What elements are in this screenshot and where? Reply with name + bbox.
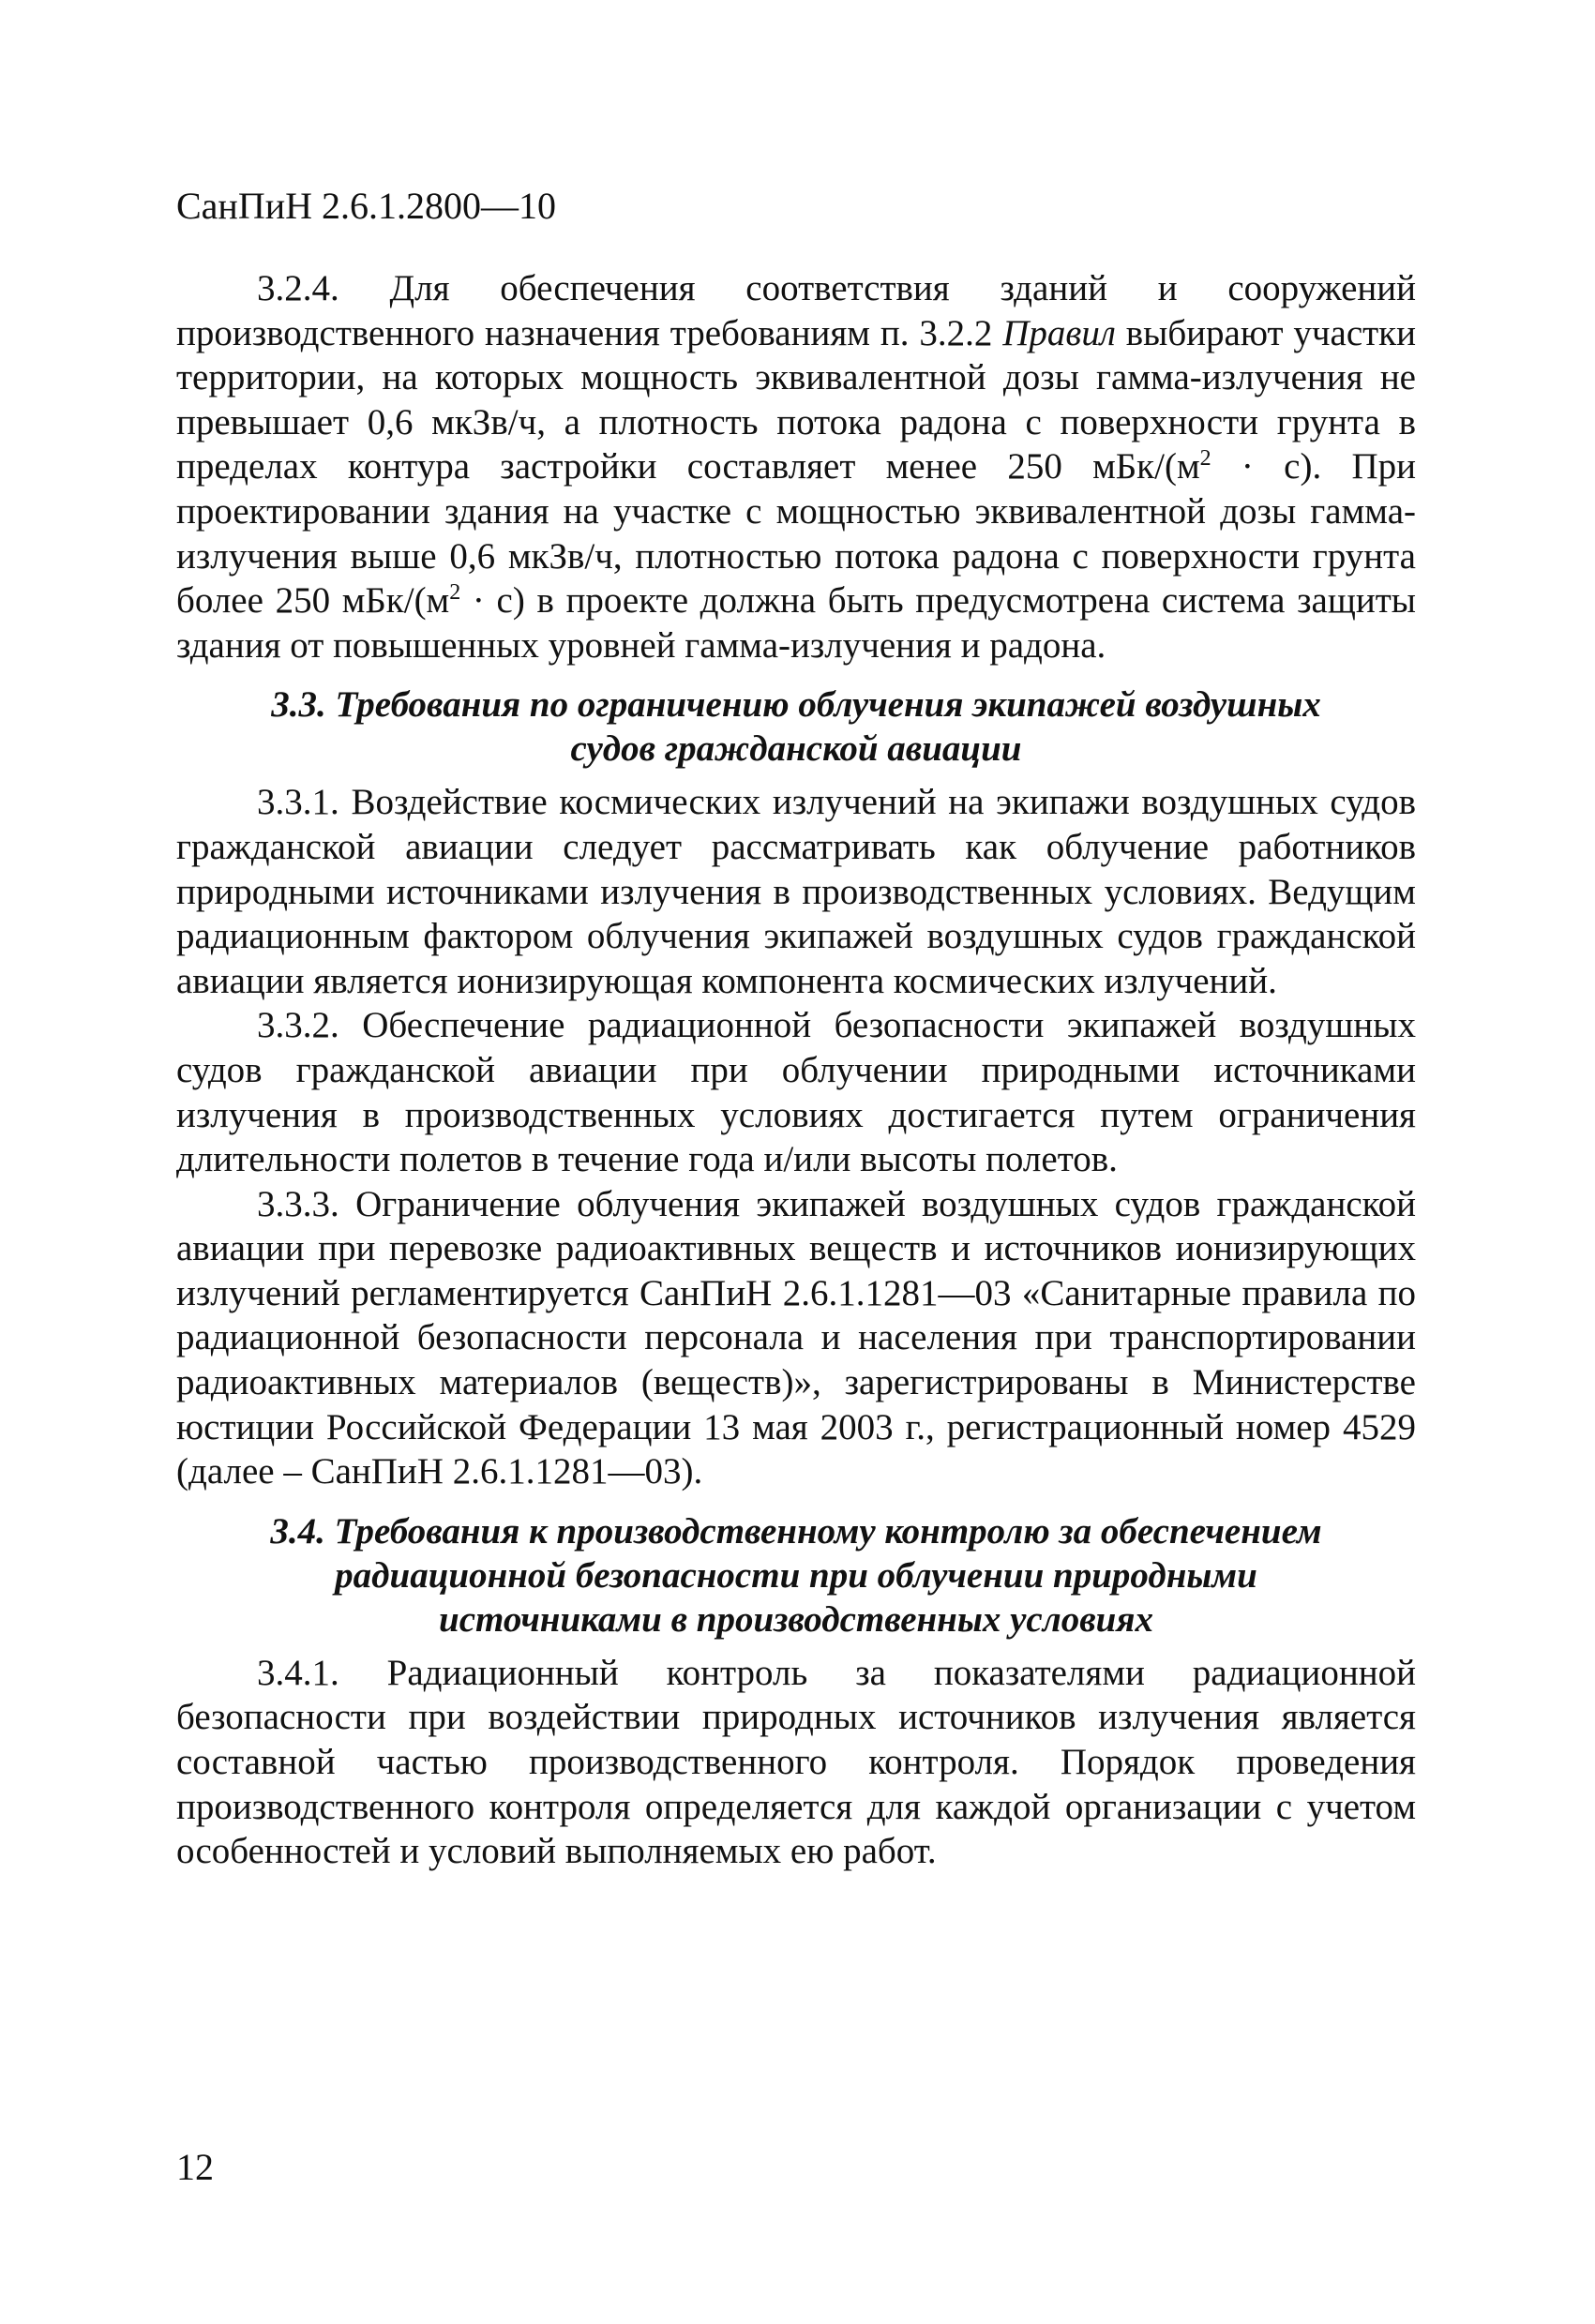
section-heading-3-4-line-3: источниками в производственных условиях <box>439 1598 1153 1640</box>
paragraph-3-2-4 <box>176 266 1416 667</box>
superscript-squared: 2 <box>1199 446 1211 472</box>
paragraph-3-2-4-text-g: · с) в проекте должна быть предусмотрена система защиты здания от повышенных уровней гамма-излучения и радона. <box>176 580 1416 666</box>
section-heading-3-4-line-1: 3.4. Требования к производственному контролю за обеспечением <box>270 1510 1322 1552</box>
paragraph-3-2-4-text-c: выбирают участки территории, на которых мощность эквивалентной дозы гамма-излучения не превышает 0,6 мкЗв/ч, а плотность потока радона с поверхности грунта в пределах контура застройки составляет менее 250 мБк/(м <box>176 312 1416 487</box>
section-heading-3-4 <box>176 1509 1416 1642</box>
paragraph-3-2-4-rules-italic: Правил <box>1002 312 1116 353</box>
section-heading-3-3-line-2: судов гражданской авиации <box>570 728 1022 770</box>
paragraph-3-4-1: 3.4.1. Радиационный контроль за показателями радиационной безопасности при воздействии природных источников излучения является составной частью производственного контроля. Порядок проведения производственного контроля определяется для каждой организации с учетом особенностей и условий выполняемых ею работ. <box>176 1652 1416 1872</box>
section-heading-3-3 <box>176 682 1416 771</box>
paragraph-3-2-4-text-e: · с). При проектировании здания на участке с мощностью эквивалентной дозы гамма-излучения выше 0,6 мкЗв/ч, плотностью потока радона с поверхности грунта более 250 мБк/(м <box>176 446 1416 622</box>
paragraph-3-3-2: 3.3.2. Обеспечение радиационной безопасности экипажей воздушных судов гражданской авиации при облучении природными источниками излучения в производственных условиях достигается путем ограничения длительности полетов в течение года и/или высоты полетов. <box>176 1005 1416 1180</box>
section-heading-3-4-line-2: радиационной безопасности при облучении природными <box>335 1554 1257 1596</box>
section-heading-3-3-line-1: 3.3. Требования по ограничению облучения экипажей воздушных <box>271 684 1321 726</box>
page-number: 12 <box>176 2146 214 2188</box>
paragraph-3-2-4-text-a: 3.2.4. Для обеспечения соответствия зданий и сооружений производственного назначения требованиям п. 3.2.2 <box>176 268 1416 353</box>
superscript-squared: 2 <box>449 580 461 606</box>
paragraph-3-3-3: 3.3.3. Ограничение облучения экипажей воздушных судов гражданской авиации при перевозке радиоактивных веществ и источников ионизирующих излучений регламентируется СанПиН 2.6.1.1281—03 «Санитарные правила по радиационной безопасности персонала и населения при транспортировании радиоактивных материалов (веществ)», зарегистрированы в Министерстве юстиции Российской Федерации 13 мая 2003 г., регистрационный номер 4529 (далее – СанПиН 2.6.1.1281—03). <box>176 1183 1416 1492</box>
paragraph-3-3-1: 3.3.1. Воздействие космических излучений на экипажи воздушных судов гражданской авиации следует рассматривать как облучение работников природными источниками излучения в производственных условиях. Ведущим радиационным фактором облучения экипажей воздушных судов гражданской авиации является ионизирующая компонента космических излучений. <box>176 782 1416 1001</box>
page-content <box>176 266 1416 1874</box>
document-code-header: СанПиН 2.6.1.2800—10 <box>176 185 557 227</box>
